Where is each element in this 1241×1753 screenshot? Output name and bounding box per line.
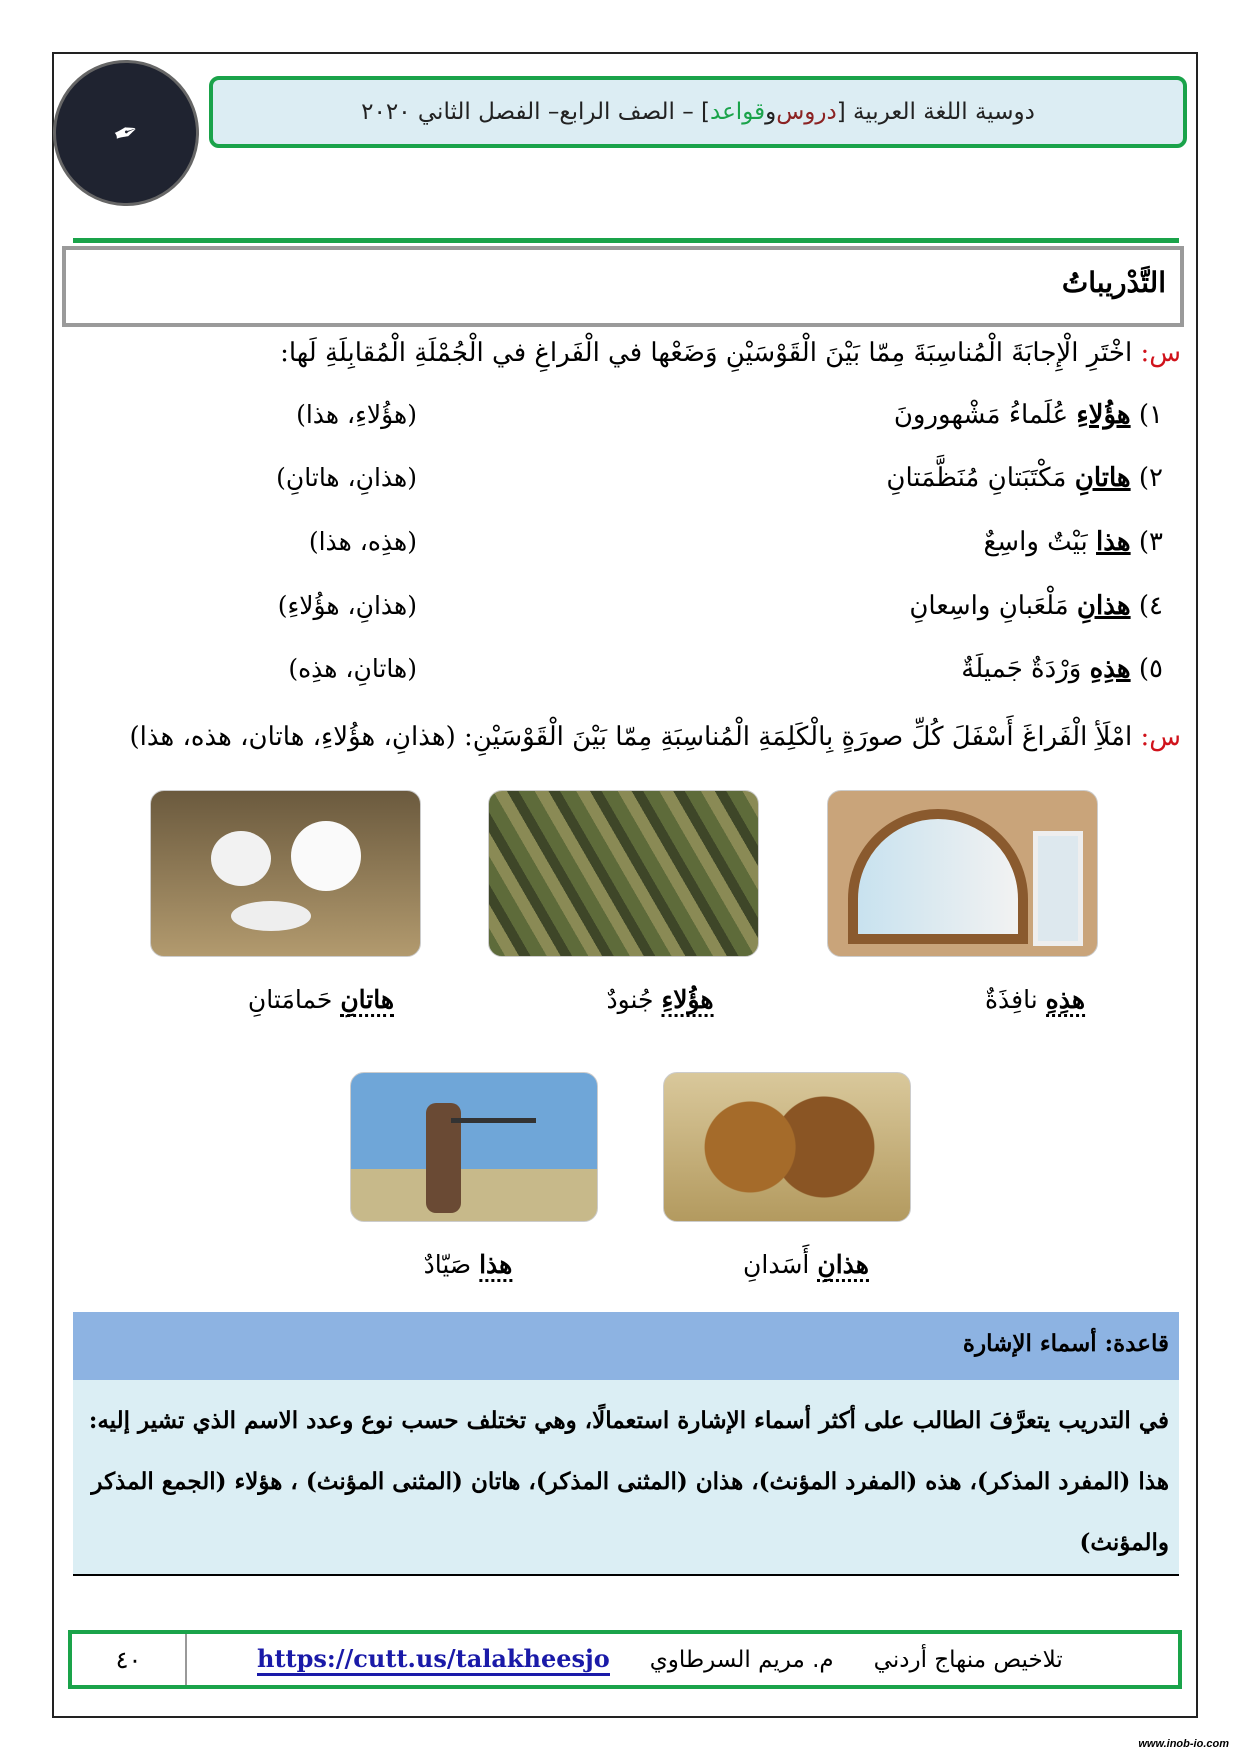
title-grade: ] – الصف الرابع– الفصل الثاني ٢٠٢٠ [361, 99, 711, 125]
item-sentence: بَيْتٌ واسِعٌ [983, 527, 1097, 557]
site-watermark: www.inob-io.com [1138, 1738, 1229, 1750]
question-label: س: [1140, 338, 1181, 368]
rule-line: هذا (المفرد المذكر)، هذه (المفرد المؤنث)، هذان (المثنى المذكر)، هاتان (المثنى المؤنث) ، هؤلاء (الجمع المذكر والمؤنث) [91, 1468, 1169, 1556]
item-number: ٤) [1138, 591, 1163, 621]
picture-label [606, 985, 713, 1014]
picture-word: نافِذَةٌ [984, 985, 1046, 1014]
exercise-item [983, 527, 1163, 557]
picture-answer[interactable]: هؤُلاءِ [661, 985, 713, 1017]
item-sentence: وَرْدَةٌ جَميلَةٌ [961, 654, 1090, 684]
lions-image [663, 1072, 911, 1222]
title-rules: قواعد [710, 99, 766, 125]
item-options: (هذانِ، هاتانِ) [276, 463, 417, 492]
rule-line: في التدريب يتعرَّفَ الطالب على أكثر أسماء الإشارة استعمالًا، وهي تختلف حسب نوع وعدد الاسم الذي تشير إليه: [88, 1407, 1169, 1434]
picture-answer[interactable]: هاتانِ [340, 985, 394, 1017]
item-answer[interactable]: هاتانِ [1074, 463, 1131, 493]
picture-word: صَيّادٌ [423, 1250, 480, 1279]
item-number: ٢) [1138, 463, 1163, 493]
title-part: دوسية اللغة العربية [ [836, 99, 1035, 125]
item-options: (هؤُلاءِ، هذا) [296, 400, 417, 429]
question-2 [130, 722, 1182, 752]
window-image [827, 790, 1098, 957]
rule-title: قاعدة: أسماء الإشارة [73, 1312, 1179, 1380]
exercise-item [909, 591, 1163, 621]
exercise-item [961, 654, 1163, 684]
item-answer[interactable]: هذِهِ [1089, 654, 1131, 684]
footer-author: م. مريم السرطاوي [649, 1646, 834, 1673]
soldiers-image [488, 790, 759, 957]
item-options: (هذانِ، هؤُلاءِ) [277, 591, 417, 620]
item-number: ٥) [1138, 654, 1163, 684]
question-label: س: [1140, 722, 1181, 752]
page-number: ٤٠ [72, 1634, 187, 1685]
picture-label [248, 985, 394, 1014]
section-title: التَّدْريباتُ [62, 246, 1184, 327]
question-1 [280, 338, 1181, 368]
footer-brand: تلاخيص منهاج أردني [873, 1646, 1063, 1673]
pigeons-image [150, 790, 421, 957]
item-number: ١) [1138, 400, 1163, 430]
item-options: (هاتانِ، هذِه) [288, 654, 417, 683]
title-lessons: دروس [776, 99, 837, 125]
exercise-item [894, 400, 1163, 430]
item-sentence: مَكْتَبَتانِ مُنَظَّمَتانِ [886, 463, 1075, 493]
rule-body [73, 1380, 1179, 1576]
item-answer[interactable]: هذا [1096, 527, 1131, 557]
item-sentence: عُلَماءُ مَشْهورونَ [893, 400, 1077, 430]
title-and: و [765, 99, 777, 125]
item-answer[interactable]: هؤُلاءِ [1076, 400, 1131, 430]
picture-answer[interactable]: هذِهِ [1046, 985, 1085, 1017]
item-number: ٣) [1138, 527, 1163, 557]
picture-answer[interactable]: هذانِ [817, 1250, 869, 1282]
item-answer[interactable]: هذانِ [1076, 591, 1131, 621]
picture-answer[interactable]: هذا [479, 1250, 512, 1282]
picture-label [424, 1250, 513, 1279]
item-sentence: مَلْعَبانِ واسِعانِ [909, 591, 1077, 621]
logo: ✒ [32, 39, 219, 226]
picture-word: جُنودٌ [606, 985, 662, 1014]
hunter-image [350, 1072, 598, 1222]
exercise-item [886, 463, 1163, 493]
divider [73, 238, 1179, 243]
header-title [209, 76, 1187, 148]
question-text: اخْتَرِ الْإِجابَةَ الْمُناسِبَةَ مِمّا بَيْنَ الْقَوْسَيْنِ وَضَعْها في الْفَراغِ في الْجُمْلَةِ الْمُقابِلَةِ لَها: [280, 338, 1141, 368]
question-text: امْلَأِ الْفَراغَ أَسْفَلَ كُلِّ صورَةٍ بِالْكَلِمَةِ الْمُناسِبَةِ مِمّا بَيْنَ الْقَوْسَيْنِ: (هذانِ، هؤُلاءِ، هاتان، هذه، هذا) [129, 722, 1141, 752]
footer [68, 1630, 1182, 1689]
item-options: (هذِه، هذا) [308, 527, 417, 556]
picture-word: حَمامَتانِ [247, 985, 341, 1014]
picture-label [743, 1250, 869, 1279]
footer-link[interactable]: https://cutt.us/talakheesjo [257, 1644, 610, 1676]
picture-label [985, 985, 1085, 1014]
picture-word: أَسَدانِ [743, 1250, 818, 1279]
